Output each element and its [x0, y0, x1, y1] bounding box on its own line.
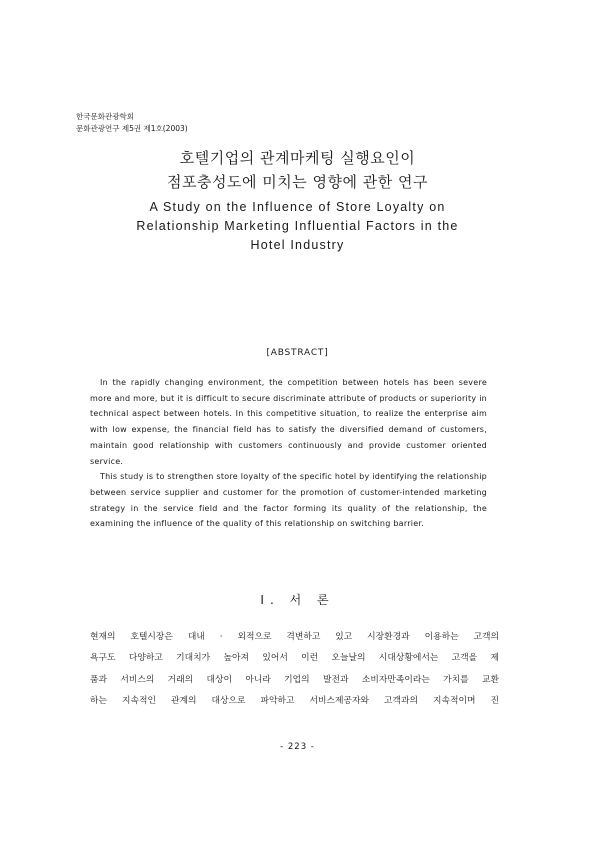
introduction-line-3: 품과 서비스의 거래의 대상이 아니라 기업의 발전과 소비자만족이라는 가치를 교환	[90, 674, 499, 685]
english-title-line-1: A Study on the Influence of Store Loyalty on	[149, 200, 446, 214]
journal-header	[76, 111, 188, 135]
abstract-heading: [ABSTRACT]	[266, 348, 329, 358]
english-title-line-3: Hotel Industry	[250, 238, 345, 252]
section-heading-introduction: Ⅰ. 서 론	[260, 593, 335, 607]
korean-title-line-1: 호텔기업의 관계마케팅 실행요인이	[179, 149, 416, 167]
korean-title-line-2: 점포충성도에 미치는 영향에 관한 연구	[167, 173, 428, 191]
abstract-paragraph-1: In the rapidly changing environment, the competition between hotels has been severe more and more, but it is difficult to secure discriminate attribute of products or superiority in technical aspect between hotels. In this competitive situation, to realize the enterprise aim with low expense, the financial field has to satisfy the diversified demand of customers, maintain good relationship with customers continuously and provide customer oriented service.	[90, 378, 487, 466]
paper-title	[0, 146, 595, 255]
introduction-line-1: 현재의 호텔시장은 대내 · 외적으로 격변하고 있고 시장환경과 이용하는 고객의	[90, 632, 499, 642]
abstract-paragraph-2: This study is to strengthen store loyalty of the specific hotel by identifying the relationship between service supplier and customer for the promotion of customer-intended marketing strategy in the service field and the factor forming its quality of the relationship, the examining the influence of the quality of this relationship on switching barrier.	[90, 472, 487, 529]
abstract-body	[90, 375, 487, 532]
journal-citation: 문화관광연구 제5권 제1호(2003)	[76, 124, 188, 133]
introduction-body	[90, 627, 499, 712]
english-title	[0, 198, 595, 255]
introduction-line-2: 욕구도 다양하고 기대치가 높아져 있어서 이런 오늘날의 시대상황에서는 고객을 제	[90, 653, 499, 664]
introduction-line-4: 하는 지속적인 관계의 대상으로 파악하고 서비스제공자와 고객과의 지속적이며 진	[90, 695, 499, 706]
page-number: - 223 -	[280, 742, 315, 752]
english-title-line-2: Relationship Marketing Influential Factors in the	[136, 219, 459, 233]
society-name: 한국문화관광학회	[76, 112, 134, 121]
